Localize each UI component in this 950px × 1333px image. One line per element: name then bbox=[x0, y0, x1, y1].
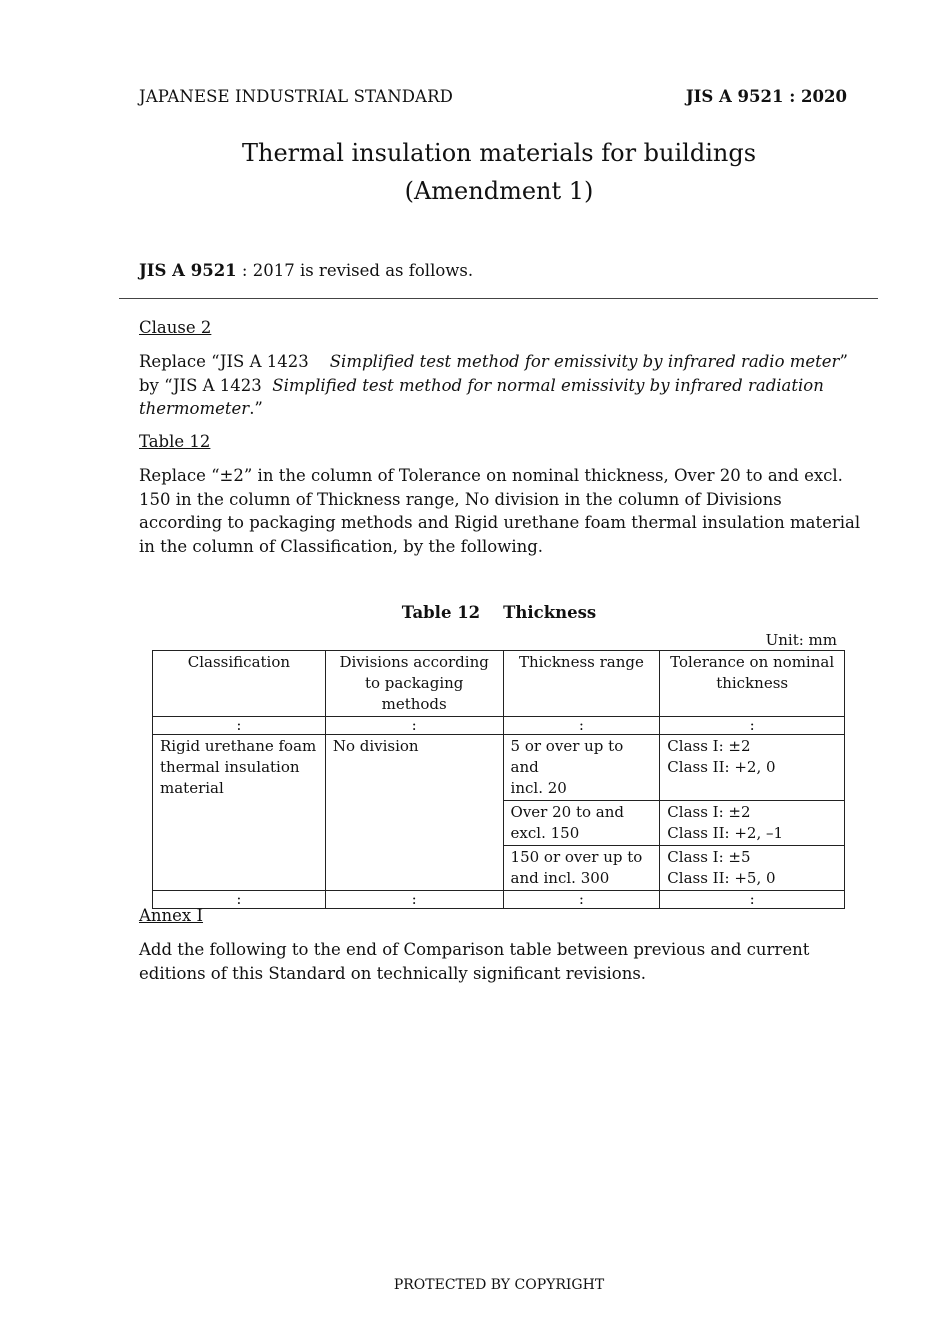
tolerance-cell bbox=[660, 846, 845, 891]
table-ellipsis-row bbox=[153, 891, 845, 909]
table-unit: Unit: mm bbox=[765, 631, 837, 649]
clause-2-heading: Clause 2 bbox=[139, 318, 212, 337]
new-title-italic: Simplified test method for normal emissivity by infrared radiation thermometer bbox=[139, 375, 824, 418]
thickness-range-cell bbox=[503, 846, 660, 891]
ellipsis-cell: : bbox=[503, 891, 660, 909]
annex-i-heading: Annex I bbox=[139, 906, 204, 925]
copyright-footer: PROTECTED BY COPYRIGHT bbox=[393, 1277, 605, 1293]
ellipsis-cell: : bbox=[153, 891, 326, 909]
document-title: Thermal insulation materials for buildings bbox=[241, 139, 757, 167]
range-line: 150 or over up to bbox=[510, 848, 643, 866]
table-12-heading: Table 12 bbox=[139, 432, 211, 451]
table-caption: Table 12 Thickness bbox=[401, 603, 597, 622]
tolerance-line: Class I: ±2 bbox=[667, 803, 751, 821]
tolerance-cell bbox=[660, 801, 845, 846]
ellipsis-cell: : bbox=[660, 891, 845, 909]
header-classification: Classification bbox=[153, 651, 326, 717]
range-line: Over 20 to and bbox=[510, 803, 625, 821]
divider bbox=[119, 298, 878, 299]
document-subtitle: (Amendment 1) bbox=[404, 177, 594, 205]
old-title-italic: Simplified test method for emissivity by infrared radio meter bbox=[329, 352, 840, 371]
tolerance-line: Class II: +2, –1 bbox=[667, 824, 784, 842]
thickness-range-cell bbox=[503, 735, 660, 801]
clause-2-text-2: ” by “JIS A 1423 bbox=[139, 352, 848, 395]
standard-number: JIS A 9521 : 2020 bbox=[685, 87, 847, 106]
tolerance-line: Class I: ±5 bbox=[667, 848, 751, 866]
tolerance-cell bbox=[660, 735, 845, 801]
thickness-table bbox=[152, 650, 845, 909]
range-line: incl. 20 bbox=[510, 779, 567, 797]
ellipsis-cell: : bbox=[325, 717, 503, 735]
ellipsis-cell: : bbox=[660, 717, 845, 735]
header-thickness-range: Thickness range bbox=[503, 651, 660, 717]
ellipsis-cell: : bbox=[153, 717, 326, 735]
range-line: 5 or over up to and bbox=[510, 737, 624, 776]
table-header-row bbox=[153, 651, 845, 717]
thickness-range-cell bbox=[503, 801, 660, 846]
classification-cell: Rigid urethane foam thermal insulation material bbox=[153, 735, 326, 891]
revision-text: : 2017 is revised as follows. bbox=[236, 261, 474, 280]
header-divisions: Divisions according to packaging methods bbox=[325, 651, 503, 717]
tolerance-line: Class II: +2, 0 bbox=[667, 758, 776, 776]
annex-i-paragraph: Add the following to the end of Comparison table between previous and current editions of this Standard on technically significant revisions. bbox=[139, 940, 810, 983]
table-row bbox=[153, 735, 845, 801]
division-cell: No division bbox=[325, 735, 503, 891]
clause-2-paragraph bbox=[139, 350, 864, 421]
tolerance-line: Class I: ±2 bbox=[667, 737, 751, 755]
clause-2-text-3: .” bbox=[249, 399, 263, 418]
table-ellipsis-row bbox=[153, 717, 845, 735]
clause-2-text-1: Replace “JIS A 1423 bbox=[139, 352, 309, 371]
range-line: excl. 150 bbox=[510, 824, 580, 842]
tolerance-line: Class II: +5, 0 bbox=[667, 869, 776, 887]
range-line: and incl. 300 bbox=[510, 869, 610, 887]
ellipsis-cell: : bbox=[325, 891, 503, 909]
revision-statement bbox=[139, 261, 473, 280]
document-series-label: JAPANESE INDUSTRIAL STANDARD bbox=[139, 87, 453, 106]
table-12-paragraph: Replace “±2” in the column of Tolerance on nominal thickness, Over 20 to and excl. 150 in the column of Thickness range, No division in the column of Divisions according to packaging methods and Rigid urethane foam thermal insulation material in the column of Classification, by the following. bbox=[139, 466, 861, 556]
revised-standard-ref: JIS A 9521 bbox=[139, 261, 237, 280]
ellipsis-cell: : bbox=[503, 717, 660, 735]
header-tolerance: Tolerance on nominal thickness bbox=[660, 651, 845, 717]
